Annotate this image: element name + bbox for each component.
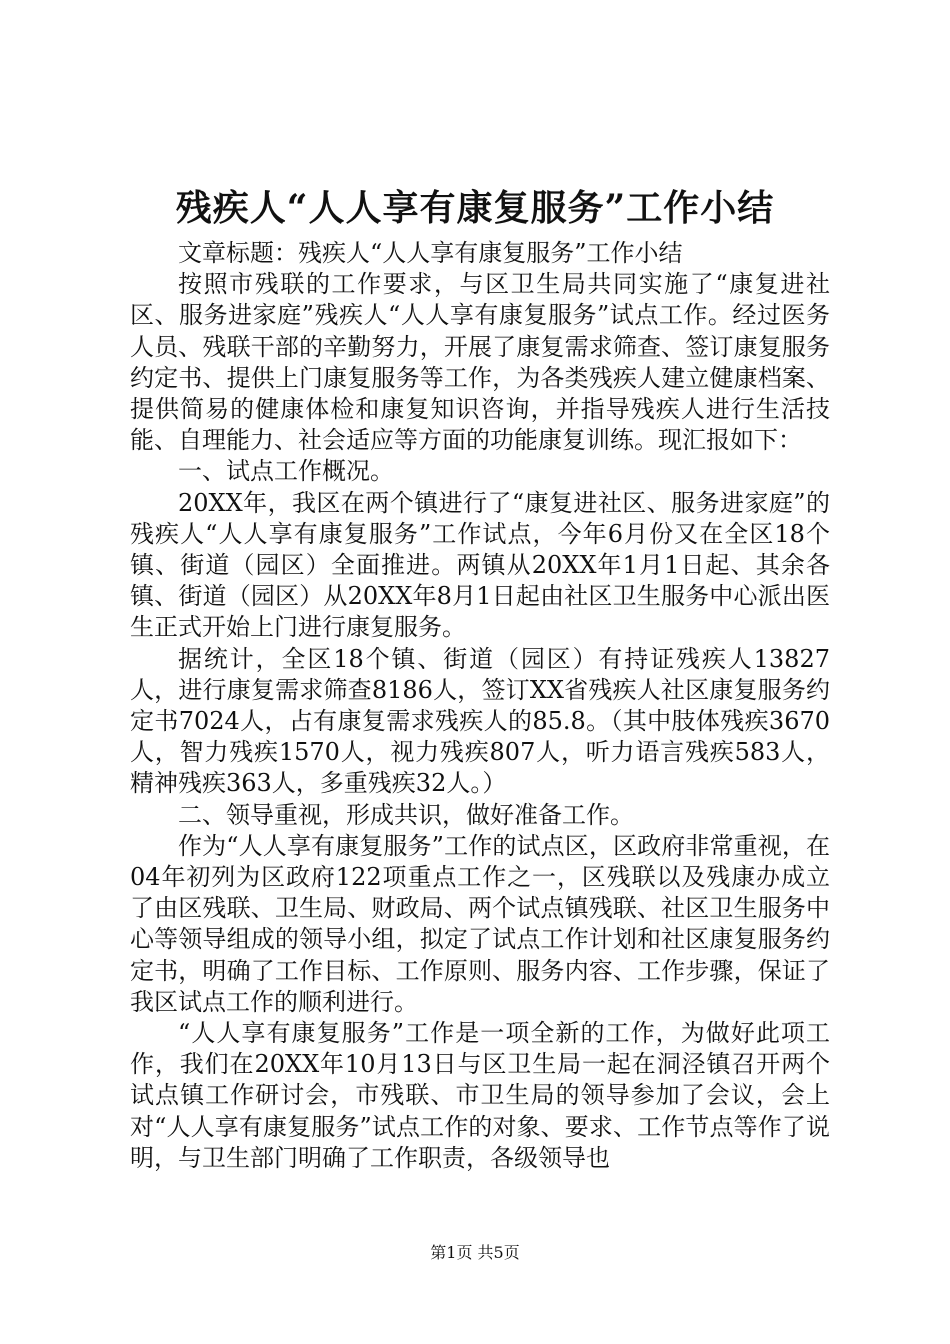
section-heading-overview: 一、试点工作概况。	[178, 457, 394, 486]
paragraph-seminar: “人人享有康复服务”工作是一项全新的工作，为做好此项工作，我们在20XX年10月13日与区卫生局一起在洞泾镇召开两个试点镇工作研讨会，市残联、市卫生局的领导参加了会议，会上对“人人享有康复服务”试点工作的对象、要求、工作节点等作了说明，与卫生部门明确了工作职责，各级领导也	[130, 1019, 830, 1172]
paragraph-statistics: 据统计，全区18个镇、街道（园区）有持证残疾人13827人，进行康复需求筛查8186人，签订XX省残疾人社区康复服务约定书7024人，占有康复需求残疾人的85.8。（其中肢体残疾3670人，智力残疾1570人，视力残疾807人，听力语言残疾583人，精神残疾363人，多重残疾32人。）	[130, 644, 830, 798]
paragraph-intro: 按照市残联的工作要求，与区卫生局共同实施了“康复进社区、服务进家庭”残疾人“人人享有康复服务”试点工作。经过医务人员、残联干部的辛勤努力，开展了康复需求筛查、签订康复服务约定书、提供上门康复服务等工作，为各类残疾人建立健康档案、提供简易的健康体检和康复知识咨询，并指导残疾人进行生活技能、自理能力、社会适应等方面的功能康复训练。现汇报如下：	[130, 270, 830, 455]
paragraph-article-title: 文章标题：残疾人“人人享有康复服务”工作小结	[178, 239, 683, 267]
paragraph-leadership: 作为“人人享有康复服务”工作的试点区，区政府非常重视，在04年初列为区政府122项重点工作之一，区残联以及残康办成立了由区残联、卫生局、财政局、两个试点镇残联、社区卫生服务中心等领导组成的领导小组，拟定了试点工作计划和社区康复服务约定书，明确了工作目标、工作原则、服务内容、工作步骤，保证了我区试点工作的顺利进行。	[130, 831, 830, 1016]
section-heading-leadership: 二、领导重视，形成共识，做好准备工作。	[178, 800, 634, 829]
paragraph-overview: 20XX年，我区在两个镇进行了“康复进社区、服务进家庭”的残疾人“人人享有康复服务”工作试点，今年6月份又在全区18个镇、街道（园区）全面推进。两镇从20XX年1月1日起、其余各镇、街道（园区）从20XX年8月1日起由社区卫生服务中心派出医生正式开始上门进行康复服务。	[130, 488, 830, 642]
document-title: 残疾人“人人享有康复服务”工作小结	[175, 187, 775, 229]
document-body	[130, 238, 830, 1174]
page-number-footer: 第1页 共5页	[430, 1243, 520, 1262]
